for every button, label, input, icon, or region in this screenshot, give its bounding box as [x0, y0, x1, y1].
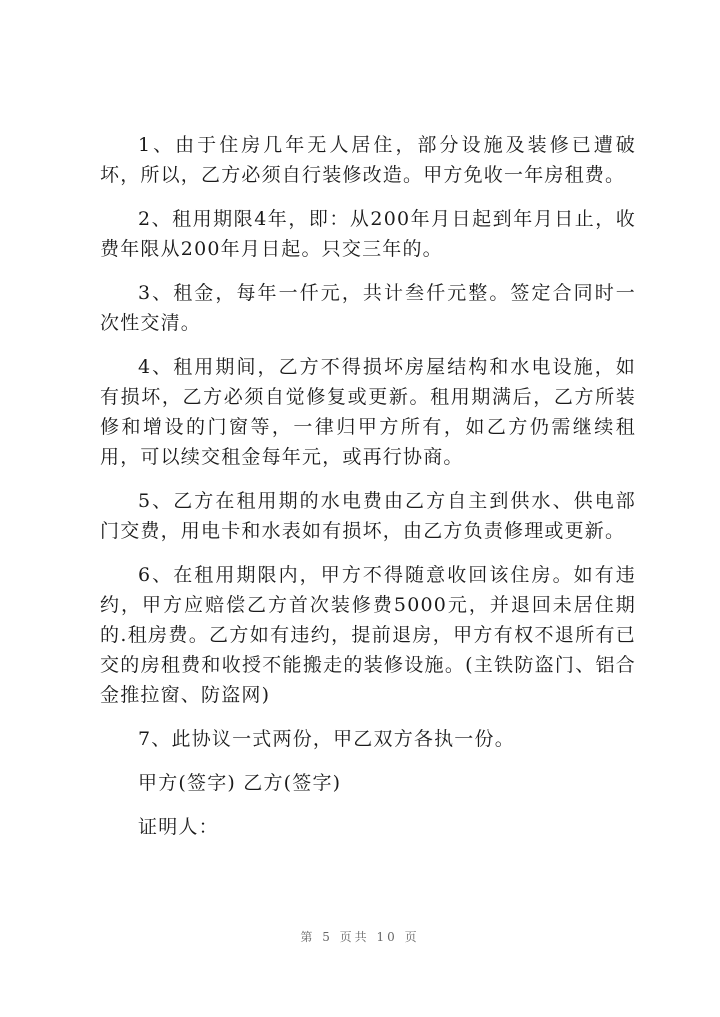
document-body	[100, 130, 636, 856]
clause-1: 1、由于住房几年无人居住，部分设施及装修已遭破坏，所以，乙方必须自行装修改造。甲方免收一年房租费。	[100, 134, 636, 186]
clause-5: 5、乙方在租用期的水电费由乙方自主到供水、供电部门交费，用电卡和水表如有损坏，由乙方负责修理或更新。	[100, 490, 636, 542]
clause-4: 4、租用期间，乙方不得损坏房屋结构和水电设施，如有损坏，乙方必须自觉修复或更新。租用期满后，乙方所装修和增设的门窗等，一律归甲方所有，如乙方仍需继续租用，可以续交租金每年元，或再行协商。	[100, 356, 636, 468]
clause-2: 2、租用期限4年，即：从200年月日起到年月日止，收费年限从200年月日起。只交三年的。	[100, 208, 636, 260]
witness-line: 证明人：	[138, 816, 219, 838]
clause-7: 7、此协议一式两份，甲乙双方各执一份。	[138, 728, 515, 750]
page-number-footer: 第 5 页共 10 页	[300, 930, 420, 944]
clause-6: 6、在租用期限内，甲方不得随意收回该住房。如有违约，甲方应赔偿乙方首次装修费5000元，并退回未居住期的.租房费。乙方如有违约，提前退房，甲方有权不退所有已交的房租费和收授不能搬走的装修设施。(主铁防盗门、铝合金推拉窗、防盗网)	[100, 564, 636, 706]
signature-line: 甲方(签字) 乙方(签字)	[138, 772, 342, 794]
clause-3: 3、租金，每年一仟元，共计叁仟元整。签定合同时一次性交清。	[100, 282, 636, 334]
